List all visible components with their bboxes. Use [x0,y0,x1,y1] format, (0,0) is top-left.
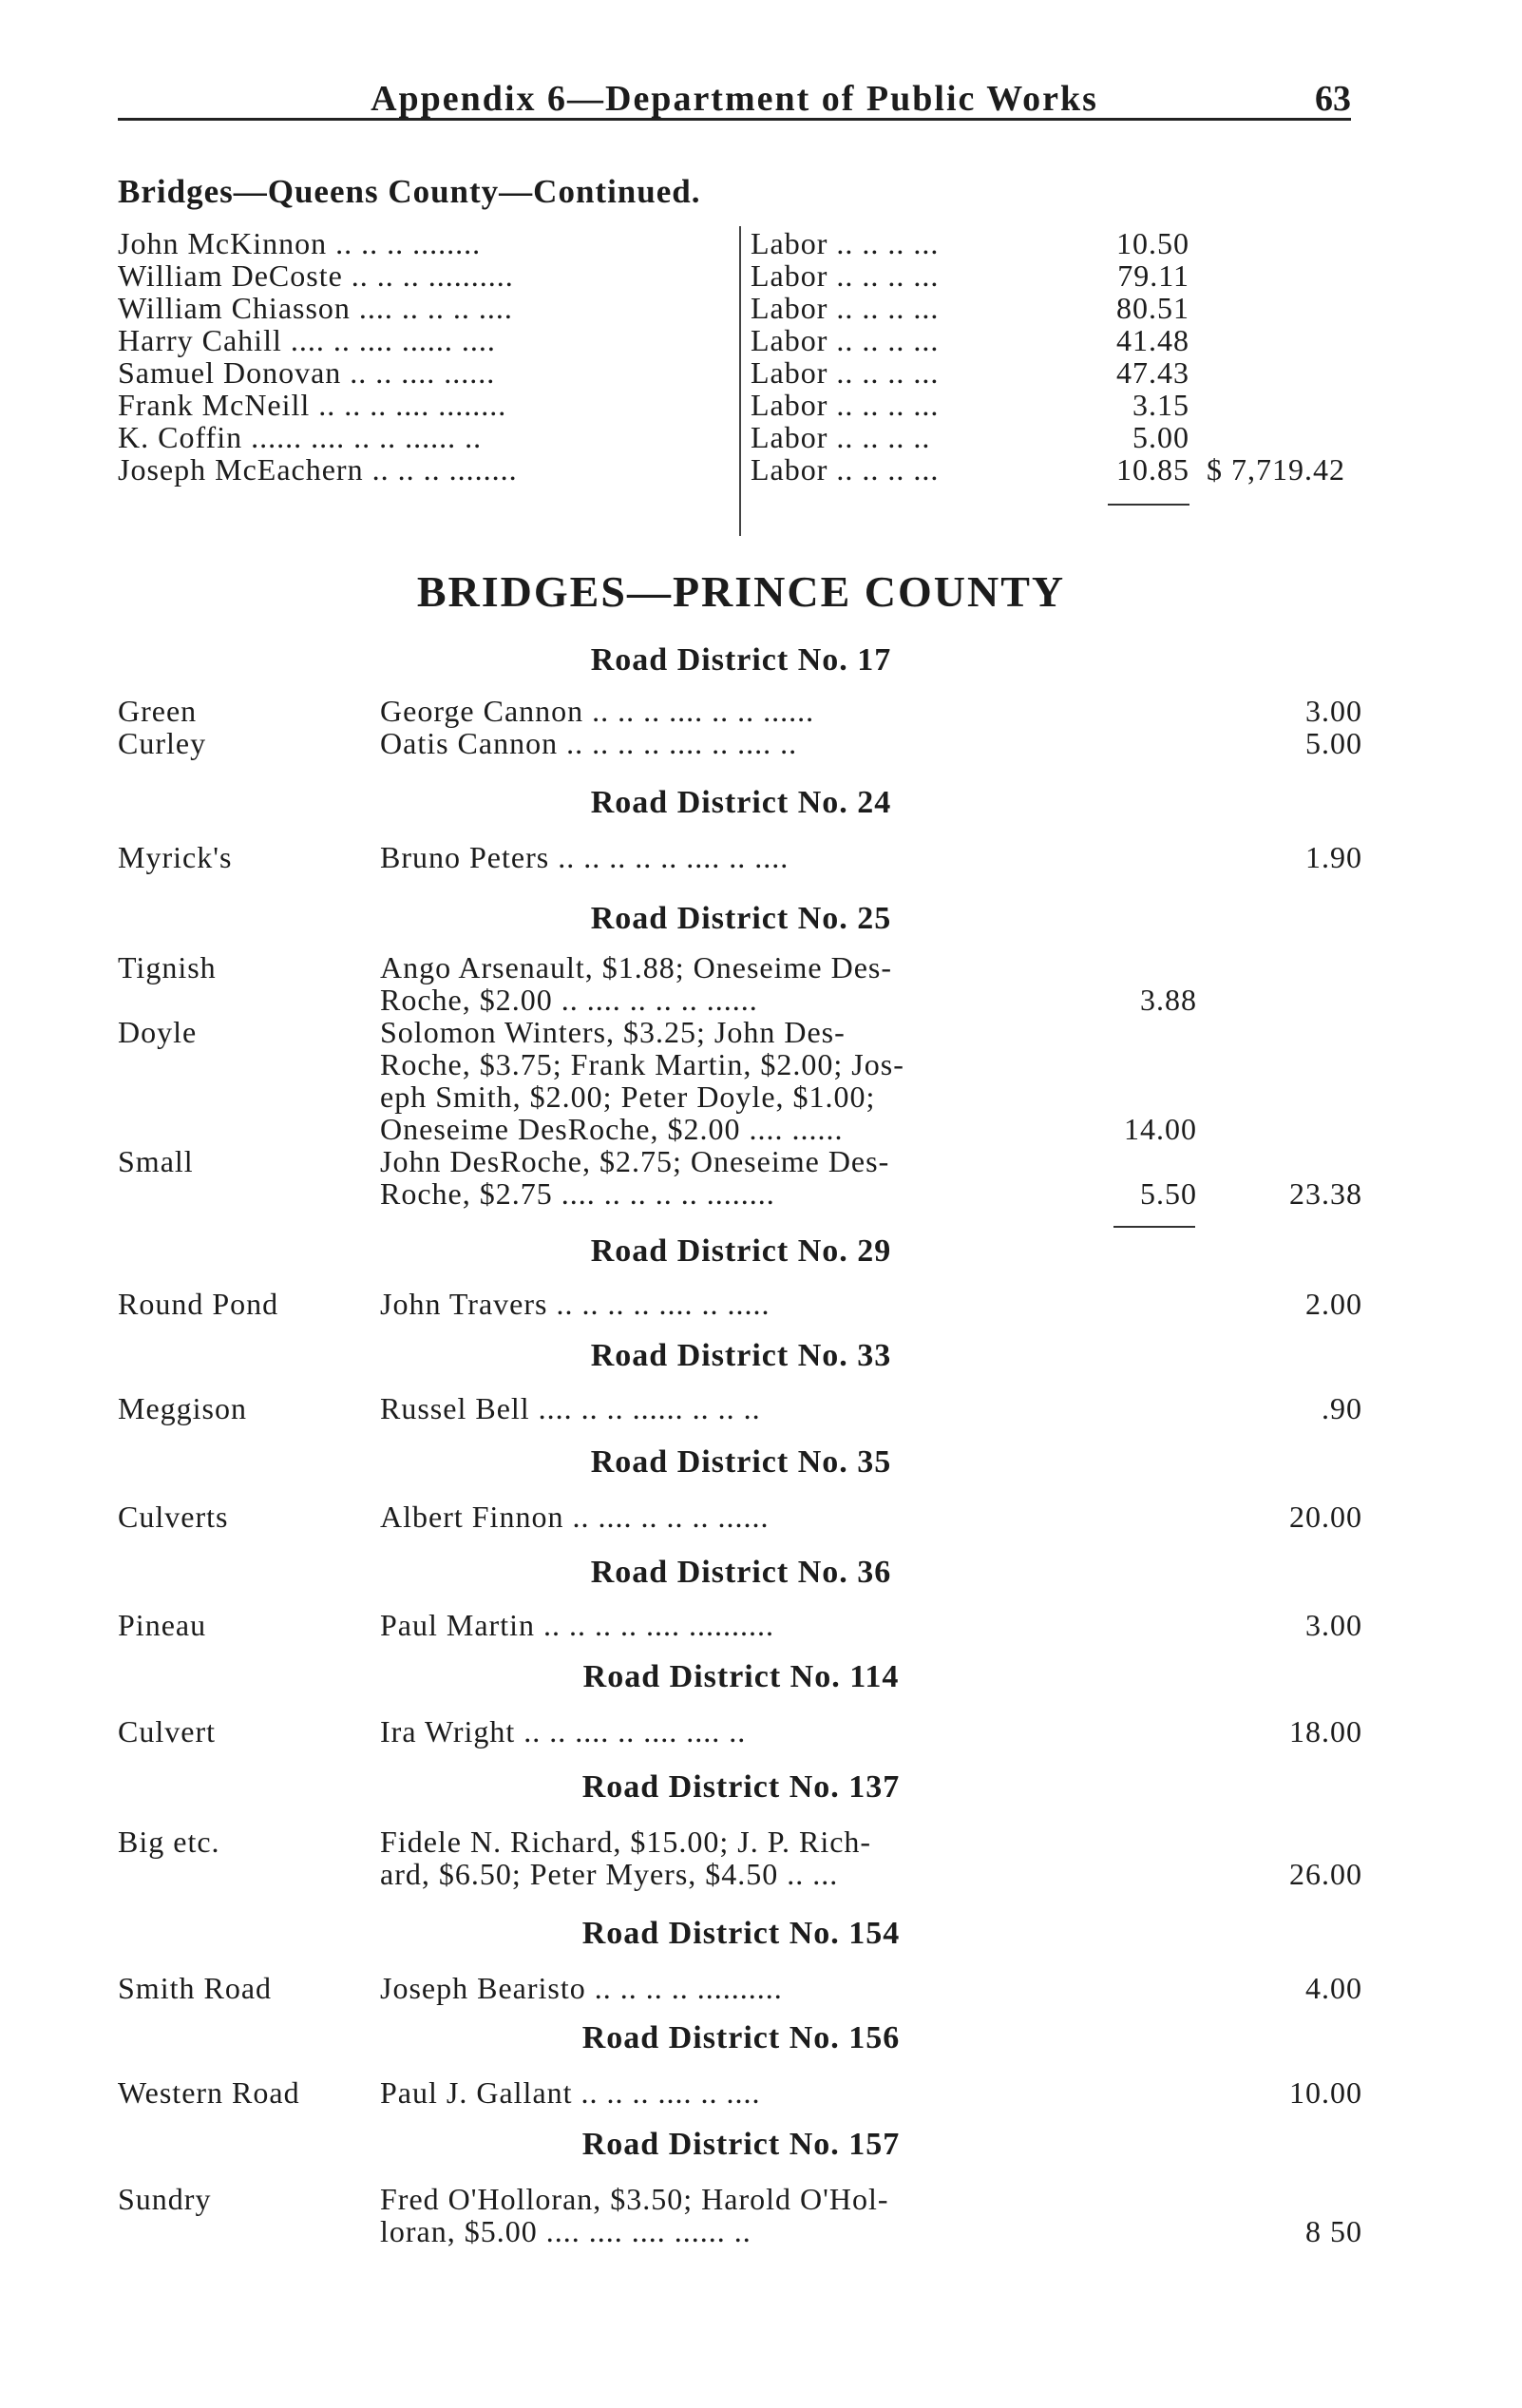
entry-amount: 2.00 [1305,1287,1362,1321]
district-heading: Road District No. 137 [581,1769,901,1805]
place-name: Small [118,1144,194,1178]
entry-name: Samuel Donovan .. .. .... ...... [118,355,496,390]
entry-subamount: 14.00 [1124,1112,1197,1146]
entry-name: William DeCoste .. .. .. .......... [118,258,514,293]
entry-subamount: 3.88 [1140,983,1197,1017]
entry-amount: 80.51 [1116,291,1189,325]
entry-name: K. Coffin ...... .... .. .. ...... .. [118,420,483,454]
place-name: Doyle [118,1015,198,1049]
running-title: Appendix 6—Department of Public Works [371,79,1098,119]
place-name: Curley [118,726,207,760]
entry-description: John DesRoche, $2.75; Oneseime Des- [380,1144,890,1178]
entry-amount: 5.00 [1132,420,1189,454]
total-rule [1108,504,1189,506]
entry-amount: 10.85 [1116,452,1189,487]
district-heading: Road District No. 25 [590,901,892,936]
entry-amount: 23.38 [1289,1176,1362,1211]
entry-amount: 4.00 [1305,1971,1362,2005]
entry-name: John McKinnon .. .. .. ........ [118,226,482,260]
entry-name: William Chiasson .... .. .. .. .... [118,291,513,325]
entry-description: Roche, $2.75 .... .. .. .. .. ........ [380,1176,775,1211]
entry-description: Paul Martin .. .. .. .. .... .......... [380,1608,774,1642]
entry-description: George Cannon .. .. .. .... .. .. ...... [380,694,815,728]
entry-description: Oneseime DesRoche, $2.00 .... ...... [380,1112,844,1146]
entry-type: Labor .. .. .. ... [751,323,940,357]
entry-description: Oatis Cannon .. .. .. .. .... .. .... .. [380,726,798,760]
place-name: Culverts [118,1500,229,1534]
entry-subamount: 5.50 [1140,1176,1197,1211]
entry-amount: 3.00 [1305,1608,1362,1642]
place-name: Smith Road [118,1971,273,2005]
entry-type: Labor .. .. .. ... [751,291,940,325]
place-name: Tignish [118,950,217,984]
district-heading: Road District No. 29 [590,1233,892,1269]
entry-amount: 5.00 [1305,726,1362,760]
entry-amount: 1.90 [1305,840,1362,874]
entry-description: Ango Arsenault, $1.88; Oneseime Des- [380,950,893,984]
entry-amount: 3.15 [1132,388,1189,422]
entry-description: Russel Bell .... .. .. ...... .. .. .. [380,1391,761,1425]
entry-type: Labor .. .. .. ... [751,355,940,390]
entry-description: Paul J. Gallant .. .. .. .... .. .... [380,2075,761,2110]
entry-description: loran, $5.00 .... .... .... ...... .. [380,2214,751,2248]
entry-description: eph Smith, $2.00; Peter Doyle, $1.00; [380,1080,876,1114]
entry-amount: 10.50 [1116,226,1189,260]
entry-description: Roche, $3.75; Frank Martin, $2.00; Jos- [380,1047,904,1081]
column-divider [739,226,741,536]
page-number: 63 [1315,79,1351,119]
entry-type: Labor .. .. .. ... [751,226,940,260]
section-title-prince-county: BRIDGES—PRINCE COUNTY [416,567,1066,616]
entry-name: Frank McNeill .. .. .. .... ........ [118,388,507,422]
entry-description: Ira Wright .. .. .... .. .... .... .. [380,1714,747,1749]
entry-amount: 47.43 [1116,355,1189,390]
entry-name: Harry Cahill .... .. .... ...... .... [118,323,496,357]
entry-amount: 26.00 [1289,1857,1362,1891]
district-heading: Road District No. 17 [590,642,892,678]
district-heading: Road District No. 35 [590,1444,892,1480]
entry-name: Joseph McEachern .. .. .. ........ [118,452,518,487]
entry-description: Bruno Peters .. .. .. .. .. .... .. .... [380,840,790,874]
entry-type: Labor .. .. .. .. [751,420,931,454]
entry-description: Fred O'Holloran, $3.50; Harold O'Hol- [380,2182,889,2216]
entry-description: ard, $6.50; Peter Myers, $4.50 .. ... [380,1857,839,1891]
entry-description: Fidele N. Richard, $15.00; J. P. Rich- [380,1825,872,1859]
entry-type: Labor .. .. .. ... [751,388,940,422]
district-heading: Road District No. 157 [581,2127,901,2162]
place-name: Green [118,694,198,728]
entry-amount: .90 [1322,1391,1362,1425]
place-name: Big etc. [118,1825,220,1859]
entry-amount: 3.00 [1305,694,1362,728]
entry-amount: 41.48 [1116,323,1189,357]
place-name: Sundry [118,2182,212,2216]
entry-description: Joseph Bearisto .. .. .. .. .......... [380,1971,783,2005]
place-name: Western Road [118,2075,300,2110]
entry-amount: 10.00 [1289,2075,1362,2110]
place-name: Culvert [118,1714,216,1749]
district-heading: Road District No. 36 [590,1555,892,1590]
place-name: Pineau [118,1608,207,1642]
entry-description: Albert Finnon .. .... .. .. .. ...... [380,1500,770,1534]
section-title-continued: Bridges—Queens County—Continued. [118,173,701,210]
entry-amount: 8 50 [1305,2214,1362,2248]
entry-type: Labor .. .. .. ... [751,258,940,293]
subtotal-rule [1113,1226,1195,1228]
page-header [118,74,1351,121]
district-heading: Road District No. 114 [582,1659,900,1694]
section-total: $ 7,719.42 [1207,452,1345,487]
district-heading: Road District No. 156 [581,2020,901,2055]
entry-description: Roche, $2.00 .. .... .. .. .. ...... [380,983,758,1017]
place-name: Meggison [118,1391,247,1425]
entry-description: John Travers .. .. .. .. .... .. ..... [380,1287,771,1321]
place-name: Myrick's [118,840,233,874]
entry-amount: 20.00 [1289,1500,1362,1534]
entry-description: Solomon Winters, $3.25; John Des- [380,1015,846,1049]
district-heading: Road District No. 33 [590,1338,892,1373]
entry-amount: 79.11 [1117,258,1189,293]
district-heading: Road District No. 154 [581,1916,901,1951]
place-name: Round Pond [118,1287,279,1321]
entry-type: Labor .. .. .. ... [751,452,940,487]
entry-amount: 18.00 [1289,1714,1362,1749]
district-heading: Road District No. 24 [590,785,892,820]
